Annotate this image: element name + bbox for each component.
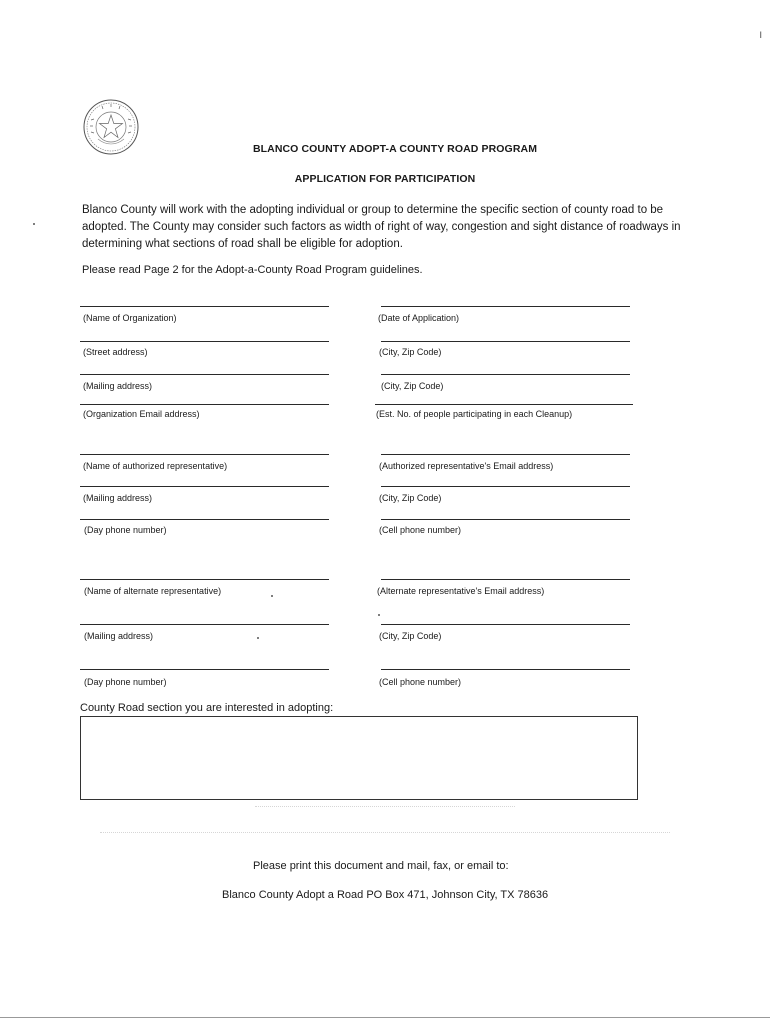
scan-speck <box>33 223 35 225</box>
cell-phone-line-1[interactable] <box>381 519 630 520</box>
city-zip-label-3: (City, Zip Code) <box>379 493 442 503</box>
scan-speck <box>257 637 259 639</box>
city-zip-label-1: (City, Zip Code) <box>379 347 442 357</box>
day-phone-line-1[interactable] <box>80 519 329 520</box>
authorized-rep-name-label: (Name of authorized representative) <box>83 461 228 471</box>
est-people-label: (Est. No. of people participating in each Cleanup) <box>376 409 573 419</box>
mailing-address-label-2: (Mailing address) <box>83 493 153 503</box>
alternate-rep-email-line[interactable] <box>381 579 630 580</box>
est-people-line[interactable] <box>375 404 633 405</box>
city-zip-line-2[interactable] <box>381 374 630 375</box>
city-zip-line-1[interactable] <box>381 341 630 342</box>
city-zip-line-3[interactable] <box>381 486 630 487</box>
organization-name-label: (Name of Organization) <box>83 313 177 323</box>
day-phone-line-2[interactable] <box>80 669 329 670</box>
mailing-address: Blanco County Adopt a Road PO Box 471, Johnson City, TX 78636 <box>222 889 549 901</box>
alternate-rep-email-label: (Alternate representative's Email address) <box>377 586 545 596</box>
alternate-rep-name-label: (Name of alternate representative) <box>84 586 222 596</box>
mailing-address-line-3[interactable] <box>80 624 329 625</box>
road-section-input[interactable] <box>80 716 638 800</box>
mailing-instruction: Please print this document and mail, fax, or email to: <box>253 860 509 872</box>
street-address-line[interactable] <box>80 341 329 342</box>
organization-email-line[interactable] <box>80 404 329 405</box>
road-section-label: County Road section you are interested in adopting: <box>80 702 334 714</box>
organization-name-line[interactable] <box>80 306 329 307</box>
city-zip-label-2: (City, Zip Code) <box>381 381 444 391</box>
document-subtitle: APPLICATION FOR PARTICIPATION <box>294 173 476 185</box>
cell-phone-label-2: (Cell phone number) <box>379 677 462 687</box>
cell-phone-line-2[interactable] <box>381 669 630 670</box>
day-phone-label-2: (Day phone number) <box>84 677 167 687</box>
mailing-address-label-1: (Mailing address) <box>83 381 153 391</box>
scan-residue <box>100 832 670 833</box>
authorized-rep-email-label: (Authorized representative's Email address) <box>379 461 554 471</box>
intro-paragraph: Blanco County will work with the adopting individual or group to determine the specific section of county road to be adopted. The County may consider such factors as width of right of way, congestion and sight distance of roadways in determining what sections of road shall be eligible for adoption. <box>82 204 681 250</box>
date-of-application-label: (Date of Application) <box>378 313 460 323</box>
scan-speck <box>378 614 380 616</box>
city-zip-label-4: (City, Zip Code) <box>379 631 442 641</box>
page-bottom-edge <box>0 1017 770 1018</box>
scan-speck <box>271 595 273 597</box>
guidelines-note: Please read Page 2 for the Adopt-a-County Road Program guidelines. <box>82 264 423 276</box>
mailing-address-label-3: (Mailing address) <box>84 631 154 641</box>
mailing-address-line-1[interactable] <box>80 374 329 375</box>
organization-email-label: (Organization Email address) <box>83 409 200 419</box>
page-number-mark: I <box>759 30 762 40</box>
cell-phone-label-1: (Cell phone number) <box>379 525 462 535</box>
city-zip-line-4[interactable] <box>381 624 630 625</box>
authorized-rep-email-line[interactable] <box>381 454 630 455</box>
scan-residue <box>255 806 515 807</box>
alternate-rep-name-line[interactable] <box>80 579 329 580</box>
date-of-application-line[interactable] <box>381 306 630 307</box>
mailing-address-line-2[interactable] <box>80 486 329 487</box>
document-title: BLANCO COUNTY ADOPT-A COUNTY ROAD PROGRAM <box>252 143 538 155</box>
day-phone-label-1: (Day phone number) <box>84 525 167 535</box>
street-address-label: (Street address) <box>83 347 148 357</box>
authorized-rep-name-line[interactable] <box>80 454 329 455</box>
